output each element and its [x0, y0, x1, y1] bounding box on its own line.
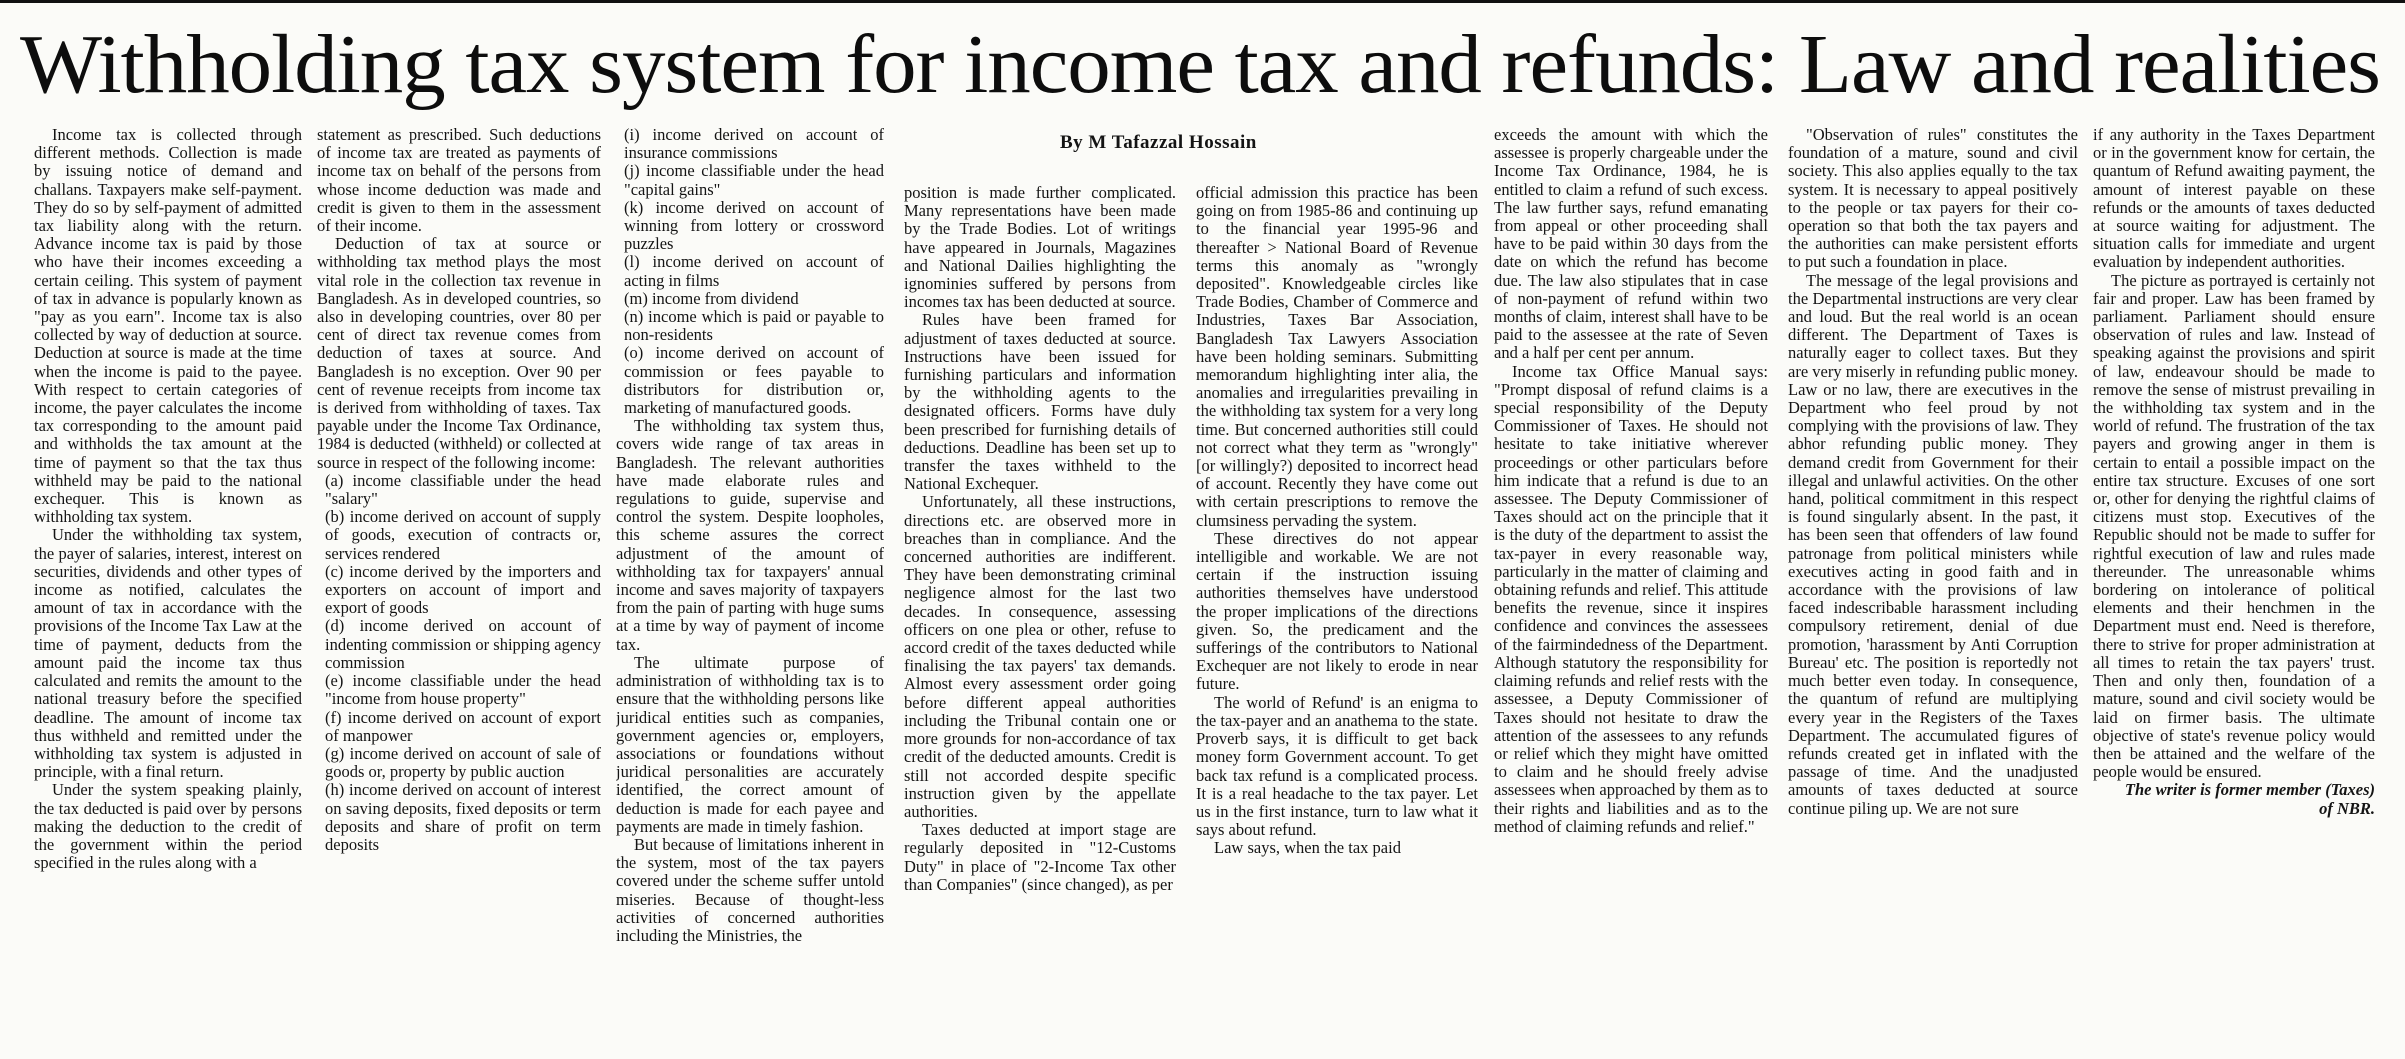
byline: By M Tafazzal Hossain: [1060, 132, 1257, 153]
paragraph: Taxes deducted at import stage are regularly deposited in "12-Customs Duty" in place of "2-Income Tax other than Companies" (since changed), as per: [904, 820, 1176, 894]
list-item: (h) income derived on account of interest on saving deposits, fixed deposits or term deposits and share of profit on term deposits: [325, 780, 601, 854]
paragraph: official admission this practice has been going on from 1985-86 and continuing up to the financial year 1995-96 and thereafter > National Board of Revenue terms this anomaly as "wrongly deposited". Knowledgeable circles like Trade Bodies, Chamber of Commerce and Industries, Taxes Bar Association, Bangladesh Tax Lawyers Association have been holding seminars. Submitting memorandum highlighting inter alia, the anomalies and irregularities prevailing in the withholding tax system for a very long time. But concerned authorities still could not correct what they term as "wrongly" [or willingly?) deposited to incorrect head of account. Recently they have come out with certain prescriptions to remove the clumsiness pervading the system.: [1196, 184, 1478, 530]
paragraph: Under the system speaking plainly, the tax deducted is paid over by persons making the deduction to the credit of the government within the period specified in the rules along with a: [34, 780, 302, 873]
list-item: (a) income classifiable under the head "salary": [325, 470, 601, 509]
paragraph: Deduction of tax at source or withholding tax method plays the most vital role in the collection tax revenue in Bangladesh. As in developed countries, so also in developing countries, over 80 per cent of direct tax revenue comes from deduction of taxes at source. And Bangladesh is no exception. Over 90 per cent of revenue receipts from income tax is derived from withholding of taxes. Tax payable under the Income Tax Ordinance, 1984 is deducted (withheld) or collected at source in respect of the following income:: [317, 234, 601, 472]
paragraph: "Observation of rules" constitutes the foundation of a mature, sound and civil society. This also applies equally to the tax system. It is necessary to appeal positively to the people or tax payers for their co-operation so that both the tax payers and the authorities can make persistent efforts to put such a foundation in place.: [1788, 126, 2078, 272]
list-item: (o) income derived on account of commission or fees payable to distributors for distribution or, marketing of manufactured goods.: [624, 343, 884, 418]
list-item: (m) income from dividend: [624, 288, 799, 308]
author-credit: The writer is former member (Taxes) of NBR.: [2124, 780, 2375, 818]
article-column-4: [904, 184, 1176, 1056]
top-rule: [0, 0, 2405, 3]
list-item: (n) income which is paid or payable to non-residents: [624, 307, 884, 345]
paragraph: exceeds the amount with which the assessee is properly chargeable under the Income Tax Ordinance, 1984, he is entitled to claim a refund of such excess. The law further says, refund emanating from appeal or other proceeding shall have to be paid within 30 days from the date on which the refund has become due. The law also stipulates that in case of non-payment of refund within two months of claim, interest shall have to be paid to the assessee at the rate of Seven and a half per cent per annum.: [1494, 126, 1768, 363]
list-item: (e) income classifiable under the head "income from house property": [325, 671, 601, 709]
list-item: (c) income derived by the importers and exporters on account of import and export of goods: [325, 561, 601, 618]
list-item: (k) income derived on account of winning from lottery or crossword puzzles: [624, 197, 884, 254]
article-column-3: [616, 126, 884, 1056]
paragraph: Unfortunately, all these instructions, directions etc. are observed more in breaches than in compliance. And the concerned authorities are indifferent. They have been demonstrating criminal negligence almost for the last two decades. In consequence, assessing officers on one plea or other, refuse to accord credit of the taxes deducted while finalising the tax payers' tax demands. Almost every assessment order going before different appeal authorities including the Tribunal contain one or more grounds for non-accordance of tax credit of the deducted amounts. Credit is still not accorded despite specific instruction given by the appellate authorities.: [904, 492, 1176, 821]
paragraph: statement as prescribed. Such deductions of income tax are treated as payments of income tax on behalf of the persons from whose income deduction was made and credit is given to them in the assessment of their income.: [317, 126, 601, 236]
paragraph: Law says, when the tax paid: [1214, 838, 1401, 858]
list-item: (g) income derived on account of sale of goods or, property by public auction: [325, 743, 601, 782]
article-column-7: [1788, 126, 2078, 1056]
headline: Withholding tax system for income tax and refunds: Law and realities: [20, 18, 2380, 111]
list-item: (d) income derived on account of indenting commission or shipping agency commission: [325, 616, 601, 672]
article-column-1: [34, 126, 302, 1056]
paragraph: The ultimate purpose of administration of withholding tax is to ensure that the withholding persons like juridical entities such as companies, government agencies or, employers, associations or foundations without juridical personalities are accurately identified, the correct amount of deduction is made for each payee and payments are made in timely fashion.: [616, 652, 884, 836]
paragraph: position is made further complicated. Many representations have been made by the Trade Bodies. Lot of writings have appeared in Journals, Magazines and National Dailies highlighting the ignominies suffered by persons from incomes tax has been deducted at source.: [904, 184, 1176, 312]
list-item: (l) income derived on account of acting in films: [624, 252, 884, 290]
article-column-2: [317, 126, 601, 1056]
paragraph: Rules have been framed for adjustment of taxes deducted at source. Instructions have been issued for furnishing particulars and information by the withholding agents to the designated officers. Forms have duly been prescribed for furnishing details of deductions. Deadline has been set up to transfer the taxes withheld to the National Exchequer.: [904, 310, 1176, 494]
paragraph: Under the withholding tax system, the payer of salaries, interest, interest on securities, dividends and other types of income as notified, calculates the amount of tax in accordance with the provisions of the Income Tax Law at the time of payment, deducts from the amount paid the income tax thus calculated and remits the amount to the national treasury before the specified deadline. The amount of income tax thus withheld and remitted under the withholding tax system is adjusted in principle, with a final return.: [34, 525, 302, 782]
paragraph: Income tax Office Manual says: "Prompt disposal of refund claims is a special responsibility of the Deputy Commissioner of Taxes. He should not hesitate to take initiative wherever proceedings or other particulars before him indicate that a refund is due to an assessee. The Deputy Commissioner of Taxes should act on the principle that it is the duty of the department to assist the tax-payer in every reasonable way, particularly in the matter of claiming and obtaining refunds and relief. This attitude benefits the revenue, since it inspires confidence and convinces the assessees of the fairmindedness of the Department. Although statutory the responsibility for claiming refunds and relief rests with the assessee, a Deputy Commissioner of Taxes should not hesitate to draw the attention of the assessees to any refunds or relief which they might have omitted to claim and he should freely advise assessees when approached by them as to their rights and liabilities and as to the method of claiming refunds and relief.": [1494, 361, 1768, 836]
paragraph: The message of the legal provisions and the Departmental instructions are very clear and loud. But the real world is an ocean different. The Department of Taxes is naturally eager to collect taxes. But they are very miserly in refunding public money. Law or no law, there are executives in the Department who feel proud by not complying with the provisions of law. They abhor refunding public money. They demand credit from Government for their illegal and unlawful activities. On the other hand, political commitment in this respect is found singularly absent. In the past, it has been seen that offenders of law found patronage from political ministers while executives acting in good faith and in accordance with the provisions of law faced indescribable harassment including compulsory retirement, denial of due promotion, 'harassment by Anti Corruption Bureau' etc. The position is reportedly not much better even today. In consequence, the quantum of refund are multiplying every year in the Registers of the Taxes Department. The accumulated figures of refunds created get in inflated with the passage of time. And the unadjusted amounts of taxes deducted at source continue piling up. We are not sure: [1788, 270, 2078, 818]
list-item: (i) income derived on account of insurance commissions: [624, 126, 884, 163]
article-column-6: [1494, 126, 1768, 1056]
paragraph: if any authority in the Taxes Department or in the government know for certain, the quantum of Refund awaiting payment, the amount of interest payable on these refunds or the amounts of taxes deducted at source waiting for adjustment. The situation calls for immediate and urgent evaluation by independent authorities.: [2093, 126, 2375, 272]
paragraph: The world of Refund' is an enigma to the tax-payer and an anathema to the state. Proverb says, it is difficult to get back money form Government account. To get back tax refund is a complicated process. It is a real headache to the tax payer. Let us in the first instance, turn to law what it says about refund.: [1196, 692, 1478, 840]
paragraph: Income tax is collected through different methods. Collection is made by issuing notice of demand and challans. Taxpayers make self-payment. They do so by self-payment of admitted tax liability along with the return. Advance income tax is paid by those who have their incomes exceeding a certain ceiling. This system of payment of tax in advance is popularly known as "pay as you earn". Income tax is also collected by way of deduction at source. Deduction at source is made at the time when the income is paid to the payee. With respect to certain categories of income, the payer calculates the income tax corresponding to the amount paid and withholds the tax amount at the time of payment so that the tax thus withheld may be paid to the national exchequer. This is known as withholding tax system.: [34, 126, 302, 527]
article-column-8: [2093, 126, 2375, 1056]
list-item: (j) income classifiable under the head "capital gains": [624, 161, 884, 199]
paragraph: The picture as portrayed is certainly not fair and proper. Law has been framed by parliament. Parliament should ensure observation of rules and law. Instead of speaking against the provisions and spirit of law, endeavour should be made to remove the sense of mistrust prevailing in the withholding tax system and in the world of refund. The frustration of the tax payers and growing anger in them is certain to entail a possible impact on the entire tax structure. Excuses of one sort or, other for denying the rightful claims of citizens must stop. Executives of the Republic should not be made to suffer for rightful execution of law and rules made thereunder. The unreasonable whims bordering on intolerance of political elements and their henchmen in the Department must end. Need is therefore, there to strive for proper administration at all times to retain the tax payers' trust. Then and only then, foundation of a mature, sound and civil society would be laid on firmer basis. The ultimate objective of state's revenue policy would then be attained and the welfare of the people would be ensured.: [2093, 270, 2375, 782]
list-item: (b) income derived on account of supply of goods, execution of contracts or, services rendered: [325, 507, 601, 563]
paragraph: The withholding tax system thus, covers wide range of tax areas in Bangladesh. The relevant authorities have made elaborate rules and regulations to guide, supervise and control the system. Despite loopholes, this scheme assures the correct adjustment of the amount of withholding tax for taxpayers' annual income and saves majority of taxpayers from the pain of parting with huge sums at a time by way of payment of income tax.: [616, 416, 884, 654]
paragraph: But because of limitations inherent in the system, most of the tax payers covered under the scheme suffer untold miseries. Because of thought-less activities of concerned authorities including the Ministries, the: [616, 834, 884, 945]
article-column-5: [1196, 184, 1478, 1056]
paragraph: These directives do not appear intelligible and workable. We are not certain if the instruction issuing authorities themselves have understood the proper implications of the directions given. So, the predicament and the sufferings of the contributors to National Exchequer are not likely to erode in near future.: [1196, 528, 1478, 694]
list-item: (f) income derived on account of export of manpower: [325, 707, 601, 745]
